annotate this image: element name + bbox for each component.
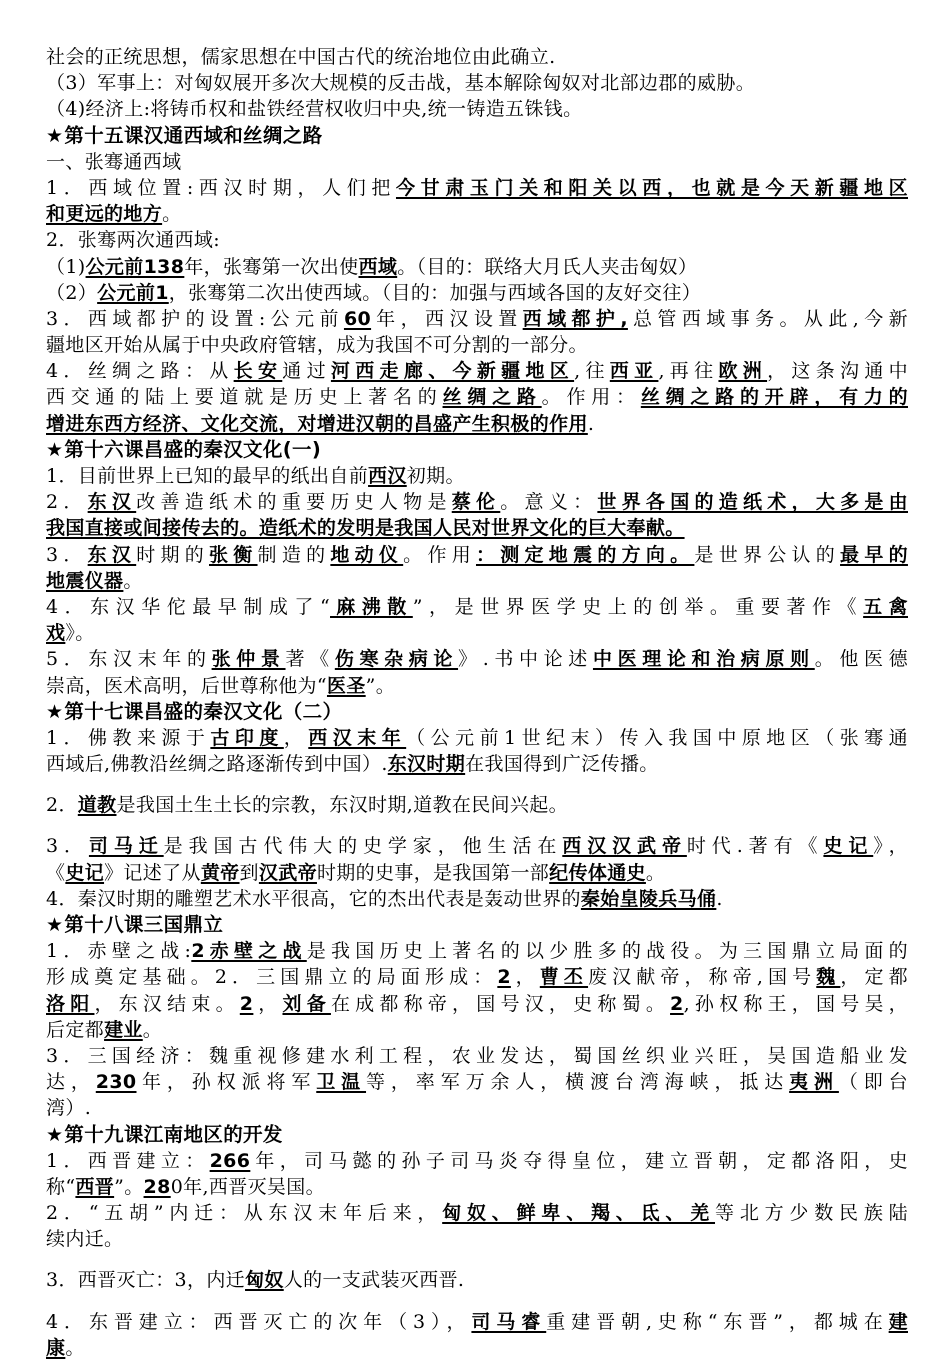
- heading-text: 第十七课昌盛的秦汉文化（二）: [64, 699, 343, 723]
- text-segment: 疆地区开始从属于中央政府管辖，成为我国不可分割的一部分。: [46, 334, 588, 357]
- underlined-key-term: 今甘肃玉门关和阳关以西，也就是今天新疆地区: [395, 176, 908, 199]
- text-segment: ，张骞第二次出使西域。（目的：加强与西域各国的友好交往）: [168, 281, 702, 304]
- underlined-key-term: 增进东西方经济、文化交流，对增进汉朝的昌盛产生积极的作用: [46, 412, 588, 435]
- text-segment: 形成奠定基础。2．三国鼎立的局面形成：: [46, 966, 498, 989]
- text-segment: 》记述了从: [104, 861, 201, 884]
- text-line: [46, 673, 908, 699]
- star-icon: ★: [46, 438, 64, 461]
- text-segment: 通过: [282, 360, 331, 383]
- text-line: [46, 70, 908, 96]
- star-icon: ★: [46, 1123, 64, 1146]
- underlined-key-term: 司马睿: [471, 1310, 547, 1333]
- underlined-key-term: 刘备: [282, 992, 331, 1015]
- underlined-key-term: 汉武帝: [258, 861, 317, 884]
- text-segment: 1．西晋建立：: [46, 1149, 210, 1172]
- underlined-key-term: 2赤壁之战: [191, 940, 307, 963]
- text-segment: ,再往: [658, 360, 719, 383]
- underlined-key-term: 匈奴、鲜卑、羯、氐、羌: [442, 1202, 716, 1225]
- text-segment: ，: [283, 726, 309, 749]
- text-segment: ,往: [574, 360, 610, 383]
- underlined-key-term: 230: [95, 1071, 137, 1094]
- underlined-key-term: 公元前138: [85, 255, 185, 278]
- text-segment: ，东汉结束。: [94, 992, 240, 1015]
- underlined-key-term: 史记: [65, 861, 105, 884]
- underlined-key-term: 伤寒杂病论: [334, 648, 459, 671]
- text-line: [46, 1335, 908, 1361]
- text-segment: 年，西汉设置: [371, 307, 523, 330]
- text-segment: 时代.著有《: [686, 835, 824, 858]
- text-segment: 称“: [46, 1175, 76, 1198]
- text-segment: 1．目前世界上已知的最早的纸出自前: [46, 465, 369, 487]
- text-segment: ,孙权称王，国号吴，: [683, 992, 909, 1015]
- text-line: [46, 175, 908, 201]
- underlined-key-term: 地动仪: [330, 543, 404, 566]
- text-line: [46, 646, 908, 672]
- text-line: [46, 201, 908, 227]
- text-segment: 达，: [46, 1071, 96, 1094]
- underlined-key-term: 司马迁: [88, 835, 164, 858]
- lesson-heading: [46, 912, 908, 938]
- underlined-key-term: 世界各国的造纸术，大多是由: [597, 491, 908, 514]
- text-line: [46, 1309, 908, 1335]
- text-line: [46, 1095, 908, 1121]
- text-segment: 后定都: [46, 1018, 105, 1041]
- text-segment: ，: [253, 992, 283, 1015]
- underlined-key-term: 西晋: [75, 1175, 115, 1198]
- underlined-key-term: 史记: [823, 835, 874, 858]
- text-segment: 在成都称帝，国号汉，史称蜀。: [330, 992, 671, 1015]
- text-segment: （即台: [838, 1071, 909, 1094]
- text-segment: 4．东汉华佗最早制成了“: [46, 595, 331, 618]
- underlined-key-term: 曹丕: [539, 966, 589, 989]
- text-line: [46, 227, 908, 253]
- underlined-key-term: 戏: [46, 622, 66, 645]
- text-segment: .: [716, 887, 723, 910]
- text-line: [46, 96, 908, 122]
- star-icon: ★: [46, 700, 64, 723]
- underlined-key-term: 西汉末年: [308, 726, 407, 749]
- text-segment: 2．: [46, 491, 88, 514]
- underlined-key-term: 西域都护,: [522, 307, 628, 330]
- text-line: [46, 1226, 908, 1252]
- text-line: [46, 938, 908, 964]
- text-segment: 。（目的：联络大月氏人夹击匈奴）: [397, 255, 698, 278]
- underlined-key-term: 医圣: [326, 674, 366, 697]
- text-line: [46, 254, 908, 280]
- text-segment: 年，司马懿的孙子司马炎夺得皇位，建立晋朝，定都洛阳，史: [250, 1149, 909, 1172]
- text-segment: 。: [65, 1336, 85, 1359]
- underlined-key-term: 张衡: [209, 543, 258, 566]
- text-line: [46, 833, 908, 859]
- text-segment: 》，: [873, 835, 908, 858]
- text-segment: ”。: [365, 674, 396, 697]
- text-segment: 1．佛教来源于: [46, 726, 211, 749]
- text-segment: 2．: [46, 794, 78, 817]
- text-segment: 一、张骞通西域: [46, 150, 182, 173]
- text-line: [46, 1043, 908, 1069]
- text-line: [46, 1148, 908, 1174]
- text-line: [46, 620, 908, 646]
- underlined-key-term: 地震仪器: [46, 569, 124, 592]
- underlined-key-term: 东汉时期: [387, 753, 466, 776]
- text-segment: 崇高，医术高明，后世尊称他为“: [46, 674, 327, 697]
- underlined-key-term: 道教: [77, 794, 117, 817]
- underlined-key-term: 建: [888, 1310, 908, 1333]
- text-segment: 3．西晋灭亡：3，内迁: [46, 1269, 246, 1292]
- underlined-key-term: 古印度: [210, 726, 284, 749]
- text-segment: 》.书中论述: [458, 648, 593, 671]
- text-line: [46, 964, 908, 990]
- text-line: [46, 1200, 908, 1226]
- text-segment: 。: [123, 569, 143, 592]
- text-segment: 时期的: [136, 543, 209, 566]
- text-line: [46, 594, 908, 620]
- text-segment: 是世界公认的: [694, 543, 841, 566]
- text-segment: ，: [510, 966, 540, 989]
- text-segment: 续内迁。: [46, 1228, 124, 1251]
- lesson-heading: [46, 437, 908, 463]
- text-segment: 。意义：: [500, 491, 598, 514]
- text-segment: 人的一支武装灭西晋.: [283, 1269, 465, 1292]
- text-segment: 4．丝绸之路：从: [46, 360, 234, 383]
- text-line: [46, 1069, 908, 1095]
- underlined-key-term: 卫温: [316, 1071, 367, 1094]
- underlined-key-term: 纪传体通史: [549, 861, 646, 884]
- text-line: [46, 725, 908, 751]
- text-segment: ，定都: [840, 966, 908, 989]
- text-segment: （公元前1世纪末）传入我国中原地区（张骞通: [406, 726, 908, 749]
- text-segment: 2．“五胡”内迁：从东汉末年后来，: [46, 1202, 443, 1225]
- text-segment: 。作用: [403, 543, 476, 566]
- text-segment: 时期的史事，是我国第一部: [316, 861, 550, 884]
- text-segment: 1．赤壁之战:: [46, 940, 192, 963]
- text-line: [46, 489, 908, 515]
- underlined-key-term: 公元前1: [97, 281, 169, 304]
- document-page: [46, 44, 908, 1361]
- text-segment: 社会的正统思想，儒家思想在中国古代的统治地位由此确立.: [46, 46, 556, 68]
- underlined-key-term: 蔡伦: [451, 491, 501, 514]
- text-line: [46, 149, 908, 175]
- text-segment: 3．三国经济：魏重视修建水利工程，农业发达，蜀国丝织业兴旺，吴国造船业发: [46, 1044, 908, 1067]
- text-segment: 湾）.: [46, 1097, 92, 1120]
- underlined-key-term: 266: [209, 1149, 251, 1172]
- text-segment: 。: [162, 203, 182, 226]
- underlined-key-term: 2: [239, 992, 254, 1015]
- text-segment: 废汉献帝，称帝,国号: [588, 966, 817, 989]
- underlined-key-term: 匈奴: [245, 1269, 284, 1292]
- text-segment: 初期。: [406, 465, 465, 487]
- underlined-key-term: 麻沸散: [330, 595, 413, 618]
- text-line: [46, 751, 908, 777]
- text-segment: 0年,西晋灭吴国。: [170, 1175, 325, 1198]
- star-icon: ★: [46, 914, 64, 936]
- underlined-key-term: 洛阳: [46, 992, 95, 1015]
- text-segment: 3．西域都护的设置:公元前: [46, 307, 344, 330]
- text-line: [46, 384, 908, 410]
- text-line: [46, 792, 908, 818]
- text-segment: 到: [239, 861, 259, 884]
- underlined-key-term: 河西走廊、今新疆地区: [330, 360, 575, 383]
- lesson-heading: [46, 123, 908, 149]
- underlined-key-term: 2: [497, 966, 511, 989]
- text-segment: ，这条沟通中: [767, 360, 909, 383]
- text-segment: 。: [645, 861, 666, 884]
- text-segment: ”。: [114, 1175, 144, 1198]
- text-segment: 制造的: [257, 543, 331, 566]
- text-line: [46, 860, 908, 886]
- text-segment: 西域后,佛教沿丝绸之路逐渐传到中国）.: [46, 753, 388, 776]
- text-segment: （1): [46, 255, 86, 278]
- underlined-key-term: 康: [46, 1336, 66, 1359]
- underlined-key-term: 东汉: [87, 543, 137, 566]
- text-segment: ”，是世界医学史上的创举。重要著作《: [412, 595, 864, 618]
- text-segment: 4．秦汉时期的雕塑艺术水平很高，它的杰出代表是轰动世界的: [46, 887, 581, 910]
- text-segment: 总管西域事务。从此,今新: [627, 307, 908, 330]
- text-segment: （4)经济上:将铸币权和盐铁经营权收归中央,统一铸造五铢钱。: [46, 98, 583, 121]
- underlined-key-term: 丝绸之路的开辟，有力的: [640, 386, 908, 409]
- heading-text: 第十六课昌盛的秦汉文化(一): [64, 437, 322, 461]
- underlined-key-term: 东汉: [87, 491, 137, 514]
- text-line: [46, 332, 908, 358]
- text-line: [46, 280, 908, 306]
- underlined-key-term: 欧洲: [718, 360, 768, 383]
- lesson-heading: [46, 699, 908, 725]
- underlined-key-term: 中医理论和治病原则: [592, 648, 815, 671]
- text-segment: 》。: [65, 622, 95, 645]
- underlined-key-term: 最早的: [840, 543, 908, 566]
- underlined-key-term: 丝绸之路: [442, 386, 542, 409]
- text-line: [46, 44, 908, 70]
- text-line: [46, 568, 908, 594]
- underlined-key-term: 黄帝: [200, 861, 240, 884]
- star-icon: ★: [46, 124, 64, 147]
- underlined-key-term: 28: [143, 1175, 171, 1198]
- text-segment: 在我国得到广泛传播。: [465, 753, 659, 776]
- underlined-key-term: 我国直接或间接传去的。造纸术的发明是我国人民对世界文化的巨大奉献。: [46, 517, 685, 540]
- text-segment: .: [587, 412, 595, 435]
- underlined-key-term: 和更远的地方: [46, 203, 163, 226]
- text-line: [46, 542, 908, 568]
- underlined-key-term: 张仲景: [211, 648, 286, 671]
- text-segment: 1．西域位置:西汉时期，人们把: [46, 176, 396, 199]
- text-segment: 年，张骞第一次出使: [184, 255, 359, 278]
- text-segment: 是我国历史上著名的以少胜多的战役。为三国鼎立局面的: [306, 940, 908, 963]
- text-line: [46, 1174, 908, 1200]
- underlined-key-term: 夷洲: [789, 1071, 839, 1094]
- text-line: [46, 306, 908, 332]
- text-line: [46, 411, 908, 437]
- underlined-key-term: 西汉汉武帝: [562, 835, 687, 858]
- text-segment: 等，率军万余人，横渡台湾海峡，抵达: [366, 1071, 790, 1094]
- text-segment: 年，孙权派将军: [136, 1071, 317, 1094]
- text-segment: （3）军事上：对匈奴展开多次大规模的反击战，基本解除匈奴对北部边郡的威胁。: [46, 72, 756, 95]
- text-line: [46, 1017, 908, 1043]
- heading-text: 第十八课三国鼎立: [64, 913, 224, 936]
- underlined-key-term: 长安: [233, 360, 283, 383]
- text-segment: 3．: [46, 543, 88, 566]
- text-line: [46, 358, 908, 384]
- underlined-key-term: 2: [670, 992, 684, 1015]
- underlined-key-term: 五禽: [863, 595, 908, 618]
- text-segment: 重建晋朝,史称“东晋”，都城在: [546, 1310, 889, 1333]
- text-line: [46, 515, 908, 541]
- underlined-key-term: 60: [343, 307, 372, 330]
- text-segment: 5．东汉末年的: [46, 648, 212, 671]
- text-segment: 是我国土生土长的宗教，东汉时期,道教在民间兴起。: [116, 794, 568, 817]
- text-line: [46, 886, 908, 912]
- text-segment: 西交通的陆上要道就是历史上著名的: [46, 386, 443, 409]
- heading-text: 第十五课汉通西域和丝绸之路: [64, 123, 323, 147]
- text-segment: 3．: [46, 835, 89, 858]
- text-segment: 著《: [285, 648, 335, 671]
- underlined-key-term: ：测定地震的方向。: [475, 543, 695, 566]
- text-segment: 改善造纸术的重要历史人物是: [136, 491, 452, 514]
- text-segment: 。作用：: [541, 386, 641, 409]
- underlined-key-term: 魏: [816, 966, 841, 989]
- text-line: [46, 463, 908, 489]
- underlined-key-term: 西汉: [368, 465, 407, 487]
- text-line: [46, 991, 908, 1017]
- underlined-key-term: 建业: [104, 1018, 143, 1041]
- underlined-key-term: 秦始皇陵兵马俑: [580, 887, 717, 910]
- underlined-key-term: 西域: [358, 255, 398, 278]
- underlined-key-term: 西亚: [609, 360, 659, 383]
- text-segment: 是我国古代伟大的史学家，他生活在: [163, 835, 563, 858]
- text-segment: 《: [46, 861, 66, 884]
- text-line: [46, 1267, 908, 1293]
- heading-text: 第十九课江南地区的开发: [64, 1122, 283, 1146]
- text-segment: 等北方少数民族陆: [715, 1202, 908, 1225]
- text-segment: 2．张骞两次通西域:: [46, 229, 220, 252]
- text-segment: （2）: [46, 281, 98, 304]
- lesson-heading: [46, 1122, 908, 1148]
- text-segment: 。: [142, 1018, 163, 1041]
- text-segment: 4．东晋建立：西晋灭亡的次年（3），: [46, 1310, 472, 1333]
- text-segment: 。他医德: [814, 648, 909, 671]
